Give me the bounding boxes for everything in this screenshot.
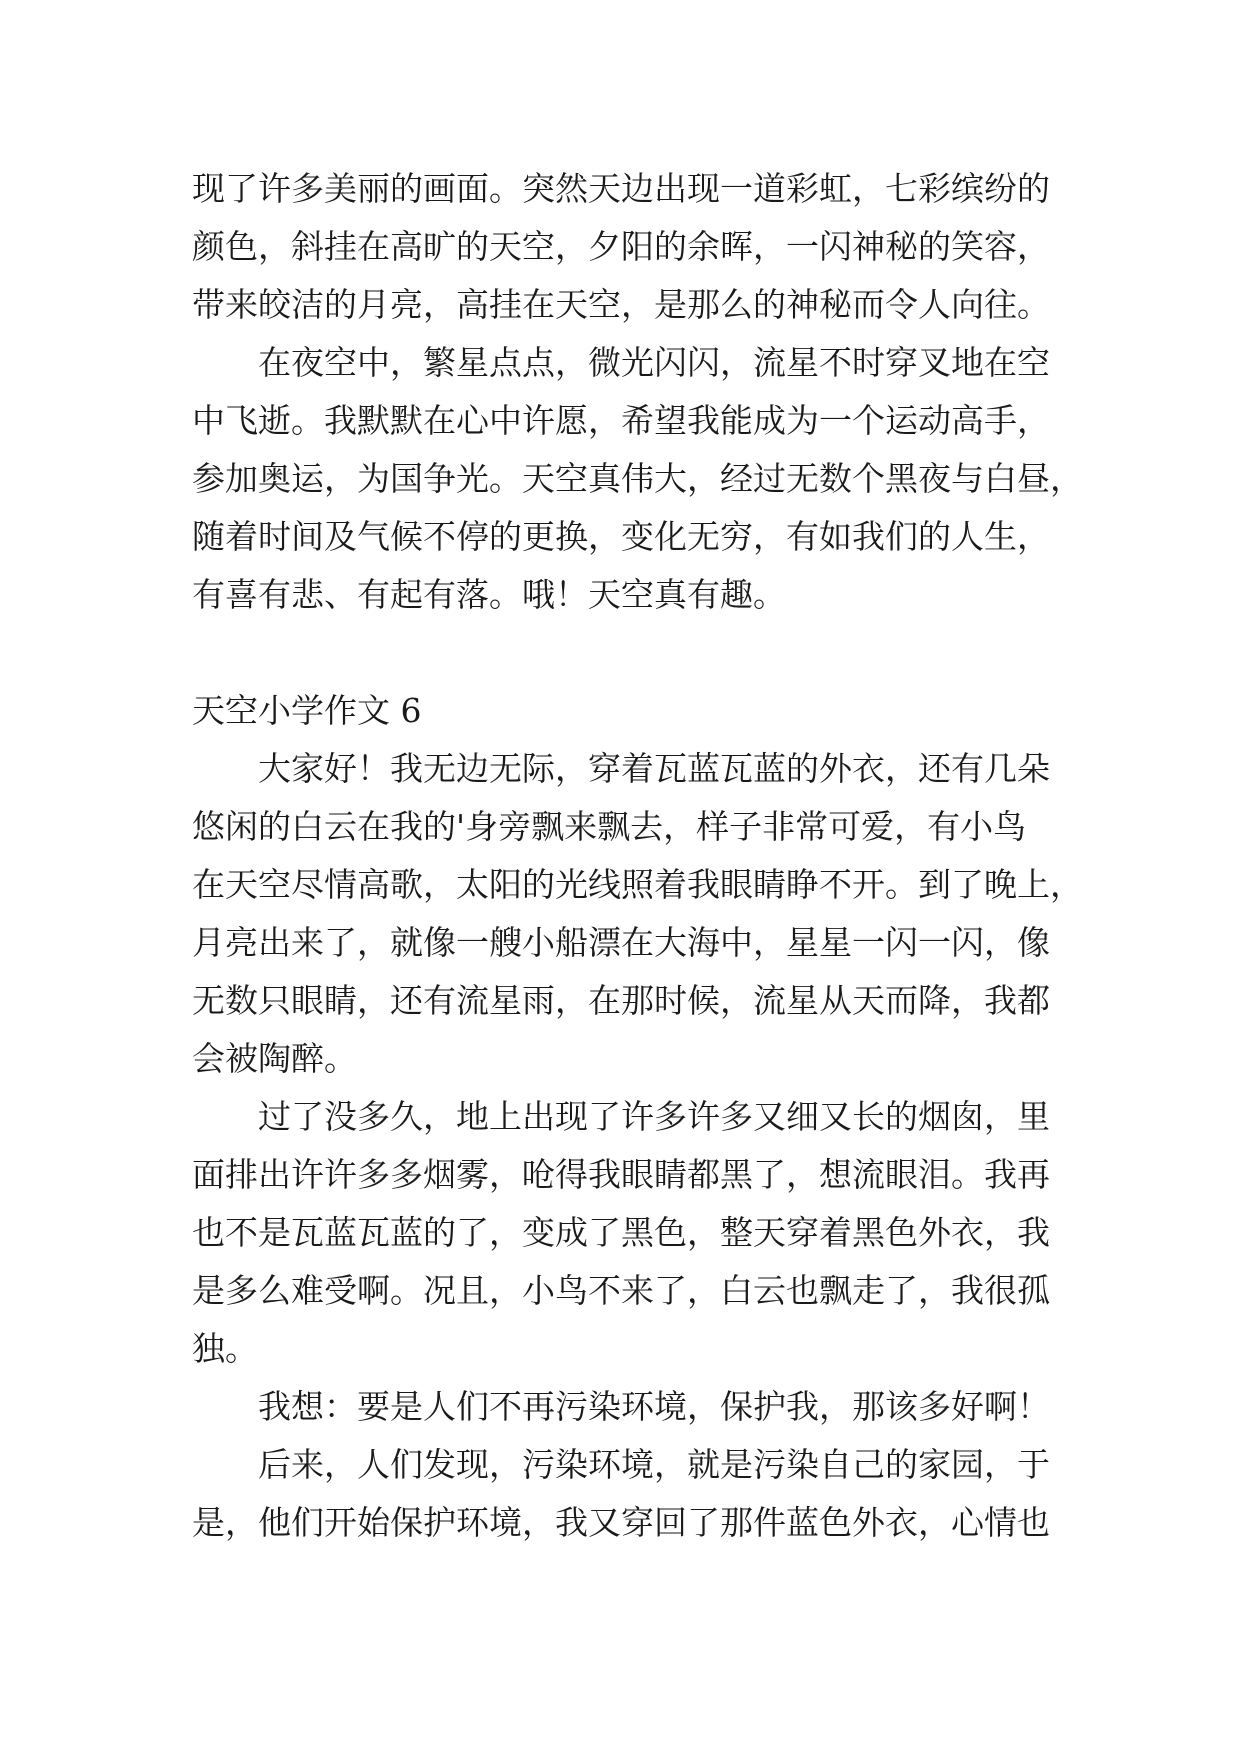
text-line: 会被陶醉。 bbox=[192, 1039, 357, 1078]
text-line: 中飞逝。我默默在心中许愿，希望我能成为一个运动高手， bbox=[192, 401, 1050, 440]
paragraph-e bbox=[192, 1378, 1072, 1436]
text-line: 过了没多久，地上出现了许多许多又细又长的烟囱，里 bbox=[258, 1097, 1050, 1136]
text-line: 是多么难受啊。况且，小鸟不来了，白云也飘走了，我很孤 bbox=[192, 1271, 1050, 1310]
text-line: 我想：要是人们不再污染环境，保护我，那该多好啊！ bbox=[258, 1387, 1050, 1426]
text-line: 参加奥运，为国争光。天空真伟大，经过无数个黑夜与白昼， bbox=[192, 459, 1083, 498]
text-line: 现了许多美丽的画面。突然天边出现一道彩虹，七彩缤纷的 bbox=[192, 169, 1050, 208]
text-line: 大家好！我无边无际，穿着瓦蓝瓦蓝的外衣，还有几朵 bbox=[258, 749, 1050, 788]
paragraph-b bbox=[192, 334, 1083, 624]
text-line: 在天空尽情高歌，太阳的光线照着我眼睛睁不开。到了晚上， bbox=[192, 865, 1083, 904]
text-line: 独。 bbox=[192, 1329, 258, 1368]
text-line: 带来皎洁的月亮，高挂在天空，是那么的神秘而令人向往。 bbox=[192, 285, 1050, 324]
paragraph-d bbox=[192, 1088, 1072, 1378]
text-line: 面排出许许多多烟雾，呛得我眼睛都黑了，想流眼泪。我再 bbox=[192, 1155, 1050, 1194]
text-line: 也不是瓦蓝瓦蓝的了，变成了黑色，整天穿着黑色外衣，我 bbox=[192, 1213, 1050, 1252]
text-line: 随着时间及气候不停的更换，变化无穷，有如我们的人生， bbox=[192, 517, 1050, 556]
paragraph-a bbox=[192, 160, 1072, 334]
paragraph-c bbox=[192, 740, 1083, 1088]
text-line: 有喜有悲、有起有落。哦！天空真有趣。 bbox=[192, 575, 786, 614]
paragraph-f bbox=[192, 1436, 1072, 1552]
text-line: 悠闲的白云在我的'身旁飘来飘去，样子非常可爱，有小鸟 bbox=[192, 807, 1027, 846]
section-title: 天空小学作文 6 bbox=[192, 691, 422, 730]
section-spacer bbox=[192, 624, 1072, 682]
text-line: 是，他们开始保护环境，我又穿回了那件蓝色外衣，心情也 bbox=[192, 1503, 1050, 1542]
text-line: 月亮出来了，就像一艘小船漂在大海中，星星一闪一闪，像 bbox=[192, 923, 1050, 962]
essay-body bbox=[192, 160, 1083, 1552]
text-line: 后来，人们发现，污染环境，就是污染自己的家园，于 bbox=[258, 1445, 1050, 1484]
text-line: 在夜空中，繁星点点，微光闪闪，流星不时穿叉地在空 bbox=[258, 343, 1050, 382]
text-line: 颜色，斜挂在高旷的天空，夕阳的余晖，一闪神秘的笑容， bbox=[192, 227, 1050, 266]
text-line: 无数只眼睛，还有流星雨，在那时候，流星从天而降，我都 bbox=[192, 981, 1050, 1020]
